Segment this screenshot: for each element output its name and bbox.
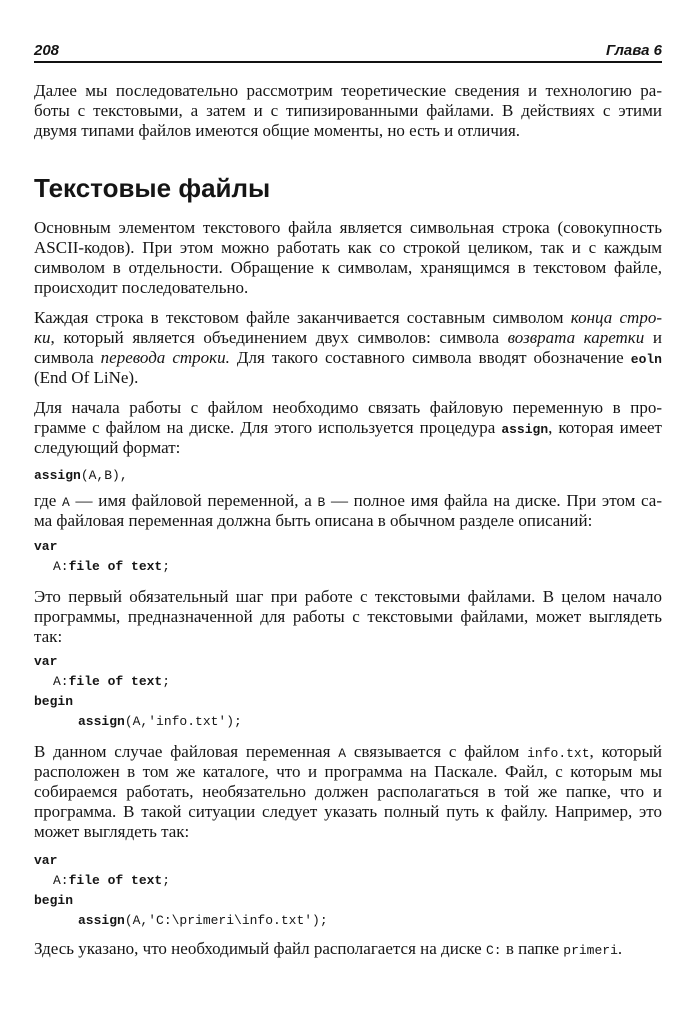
text-line (34, 238, 662, 258)
text-line (34, 742, 662, 762)
code-line (34, 891, 662, 911)
chapter-label: Глава 6 (605, 42, 662, 59)
code-keyword: begin (34, 694, 74, 709)
text-line (34, 101, 662, 121)
code-term: primeri (563, 943, 618, 958)
code-text: A: (53, 873, 69, 888)
paragraph (34, 742, 662, 842)
text-run: где (34, 491, 63, 510)
paragraph (34, 81, 662, 141)
text-run: программы, предназначенной для работы с текстовыми файлами, может выглядеть (34, 607, 662, 626)
text-run: Это первый обязательный шаг при работе с текстовыми файлами. В целом начало (34, 587, 662, 606)
text-run: , который является объединением двух символов: символа (50, 328, 508, 347)
text-line (34, 939, 662, 959)
code-keyword: begin (34, 893, 74, 908)
code-term: C: (485, 943, 502, 958)
code-text: ; (162, 873, 171, 888)
paragraph (34, 587, 662, 647)
code-term: eoln (630, 352, 662, 367)
text-run: , которая имеет (548, 418, 662, 437)
text-line (34, 802, 662, 822)
text-run: в папке (501, 939, 564, 958)
paragraph (34, 398, 662, 458)
running-header (34, 40, 662, 63)
italic-term: возврата каретки (507, 328, 645, 347)
text-run: ASCII-кодов). При этом можно работать как со строкой целиком, так и с каждым (34, 238, 662, 257)
paragraph (34, 308, 662, 388)
code-keyword: var (34, 539, 58, 554)
text-run: символа (34, 348, 101, 367)
text-line (34, 762, 662, 782)
text-run: расположен в том же каталоге, что и программа на Паскале. Файл, с которым мы (34, 762, 662, 781)
code-text: ; (162, 559, 171, 574)
text-run: связывается с файлом (346, 742, 528, 761)
text-line (34, 822, 662, 842)
text-run: Здесь указано, что необходимый файл располагается на диске (34, 939, 486, 958)
text-line (34, 308, 662, 328)
code-text: A: (53, 674, 69, 689)
code-line (34, 871, 662, 891)
text-line (34, 491, 662, 511)
code-line (34, 672, 662, 692)
code-keyword: assign (78, 913, 125, 928)
text-run: и (644, 328, 662, 347)
text-run: ма файловая переменная должна быть описана в обычном разделе описаний: (34, 511, 593, 530)
code-keyword: file of text (68, 674, 163, 689)
code-text: (A,'info.txt'); (124, 714, 242, 729)
italic-term: ки (34, 328, 51, 347)
text-run: , который (589, 742, 662, 761)
text-line (34, 418, 662, 438)
code-block (34, 537, 662, 577)
text-line (34, 328, 662, 348)
code-keyword: file of text (68, 559, 163, 574)
text-line (34, 627, 662, 647)
page-body (34, 81, 662, 959)
text-line (34, 607, 662, 627)
text-run: происходит последовательно. (34, 278, 249, 297)
code-keyword: var (34, 654, 58, 669)
text-run: — полное имя файла на диске. При этом са- (325, 491, 663, 510)
code-line (34, 712, 662, 732)
text-run: символом в отдельности. Обращение к символам, хранящимся в текстовом файле, (34, 258, 662, 277)
text-line (34, 782, 662, 802)
code-keyword: var (34, 853, 58, 868)
text-run: программа. В такой ситуации следует указать полный путь к файлу. Например, это (34, 802, 662, 821)
text-line (34, 587, 662, 607)
text-run: Для начала работы с файлом необходимо связать файловую переменную в про- (34, 398, 662, 417)
code-text: ; (162, 674, 171, 689)
text-run: Для такого составного символа вводят обозначение (229, 348, 631, 367)
page-number: 208 (34, 42, 60, 59)
text-line (34, 218, 662, 238)
text-line (34, 398, 662, 418)
text-run: собираемся работать, необязательно должен располагаться в той же папке, что и (34, 782, 662, 801)
code-line (34, 537, 662, 557)
code-line (34, 652, 662, 672)
paragraph (34, 491, 662, 531)
code-block (34, 851, 662, 931)
paragraph (34, 218, 662, 298)
code-keyword: file of text (68, 873, 163, 888)
code-block (34, 466, 662, 486)
text-run: . (617, 939, 623, 958)
code-term: info.txt (527, 746, 590, 761)
code-line (34, 692, 662, 712)
text-line (34, 121, 662, 141)
text-line (34, 278, 662, 298)
code-term: B (317, 495, 326, 510)
code-line (34, 851, 662, 871)
text-line (34, 368, 662, 388)
text-run: В данном случае файловая переменная (34, 742, 339, 761)
italic-term: конца стро- (570, 308, 662, 327)
text-run: грамме с файлом на диске. Для этого используется процедура (34, 418, 502, 437)
text-run: (End Of LiNe). (34, 368, 139, 387)
text-run: следующий формат: (34, 438, 181, 457)
text-run: двумя типами файлов имеются общие моменты, но есть и отличия. (34, 121, 521, 140)
text-line (34, 81, 662, 101)
text-run: Основным элементом текстового файла является символьная строка (совокупность (34, 218, 662, 237)
code-term: A (338, 746, 347, 761)
code-line (34, 557, 662, 577)
text-run: — имя файловой переменной, а (69, 491, 318, 510)
text-line (34, 438, 662, 458)
italic-term: перевода строки. (100, 348, 230, 367)
text-run: Далее мы последовательно рассмотрим теоретические сведения и технологию ра- (34, 81, 662, 100)
code-term: A (62, 495, 70, 510)
code-block (34, 652, 662, 732)
text-line (34, 258, 662, 278)
text-line (34, 511, 662, 531)
code-keyword: assign (78, 714, 125, 729)
section-heading: Текстовые файлы (34, 173, 271, 203)
text-run: так: (34, 627, 63, 646)
code-term: assign (501, 422, 549, 437)
code-text: A: (53, 559, 69, 574)
text-run: может выглядеть так: (34, 822, 190, 841)
code-keyword: assign (34, 468, 81, 483)
paragraph (34, 939, 662, 959)
text-run: Каждая строка в текстовом файле заканчивается составным символом (34, 308, 571, 327)
text-line (34, 348, 662, 368)
code-line (34, 466, 662, 486)
code-text: (A,B), (80, 468, 128, 483)
code-text: (A,'C:\primeri\info.txt'); (124, 913, 328, 928)
code-line (34, 911, 662, 931)
text-run: боты с текстовыми, а затем и с типизированными файлами. В действиях с этими (34, 101, 662, 120)
